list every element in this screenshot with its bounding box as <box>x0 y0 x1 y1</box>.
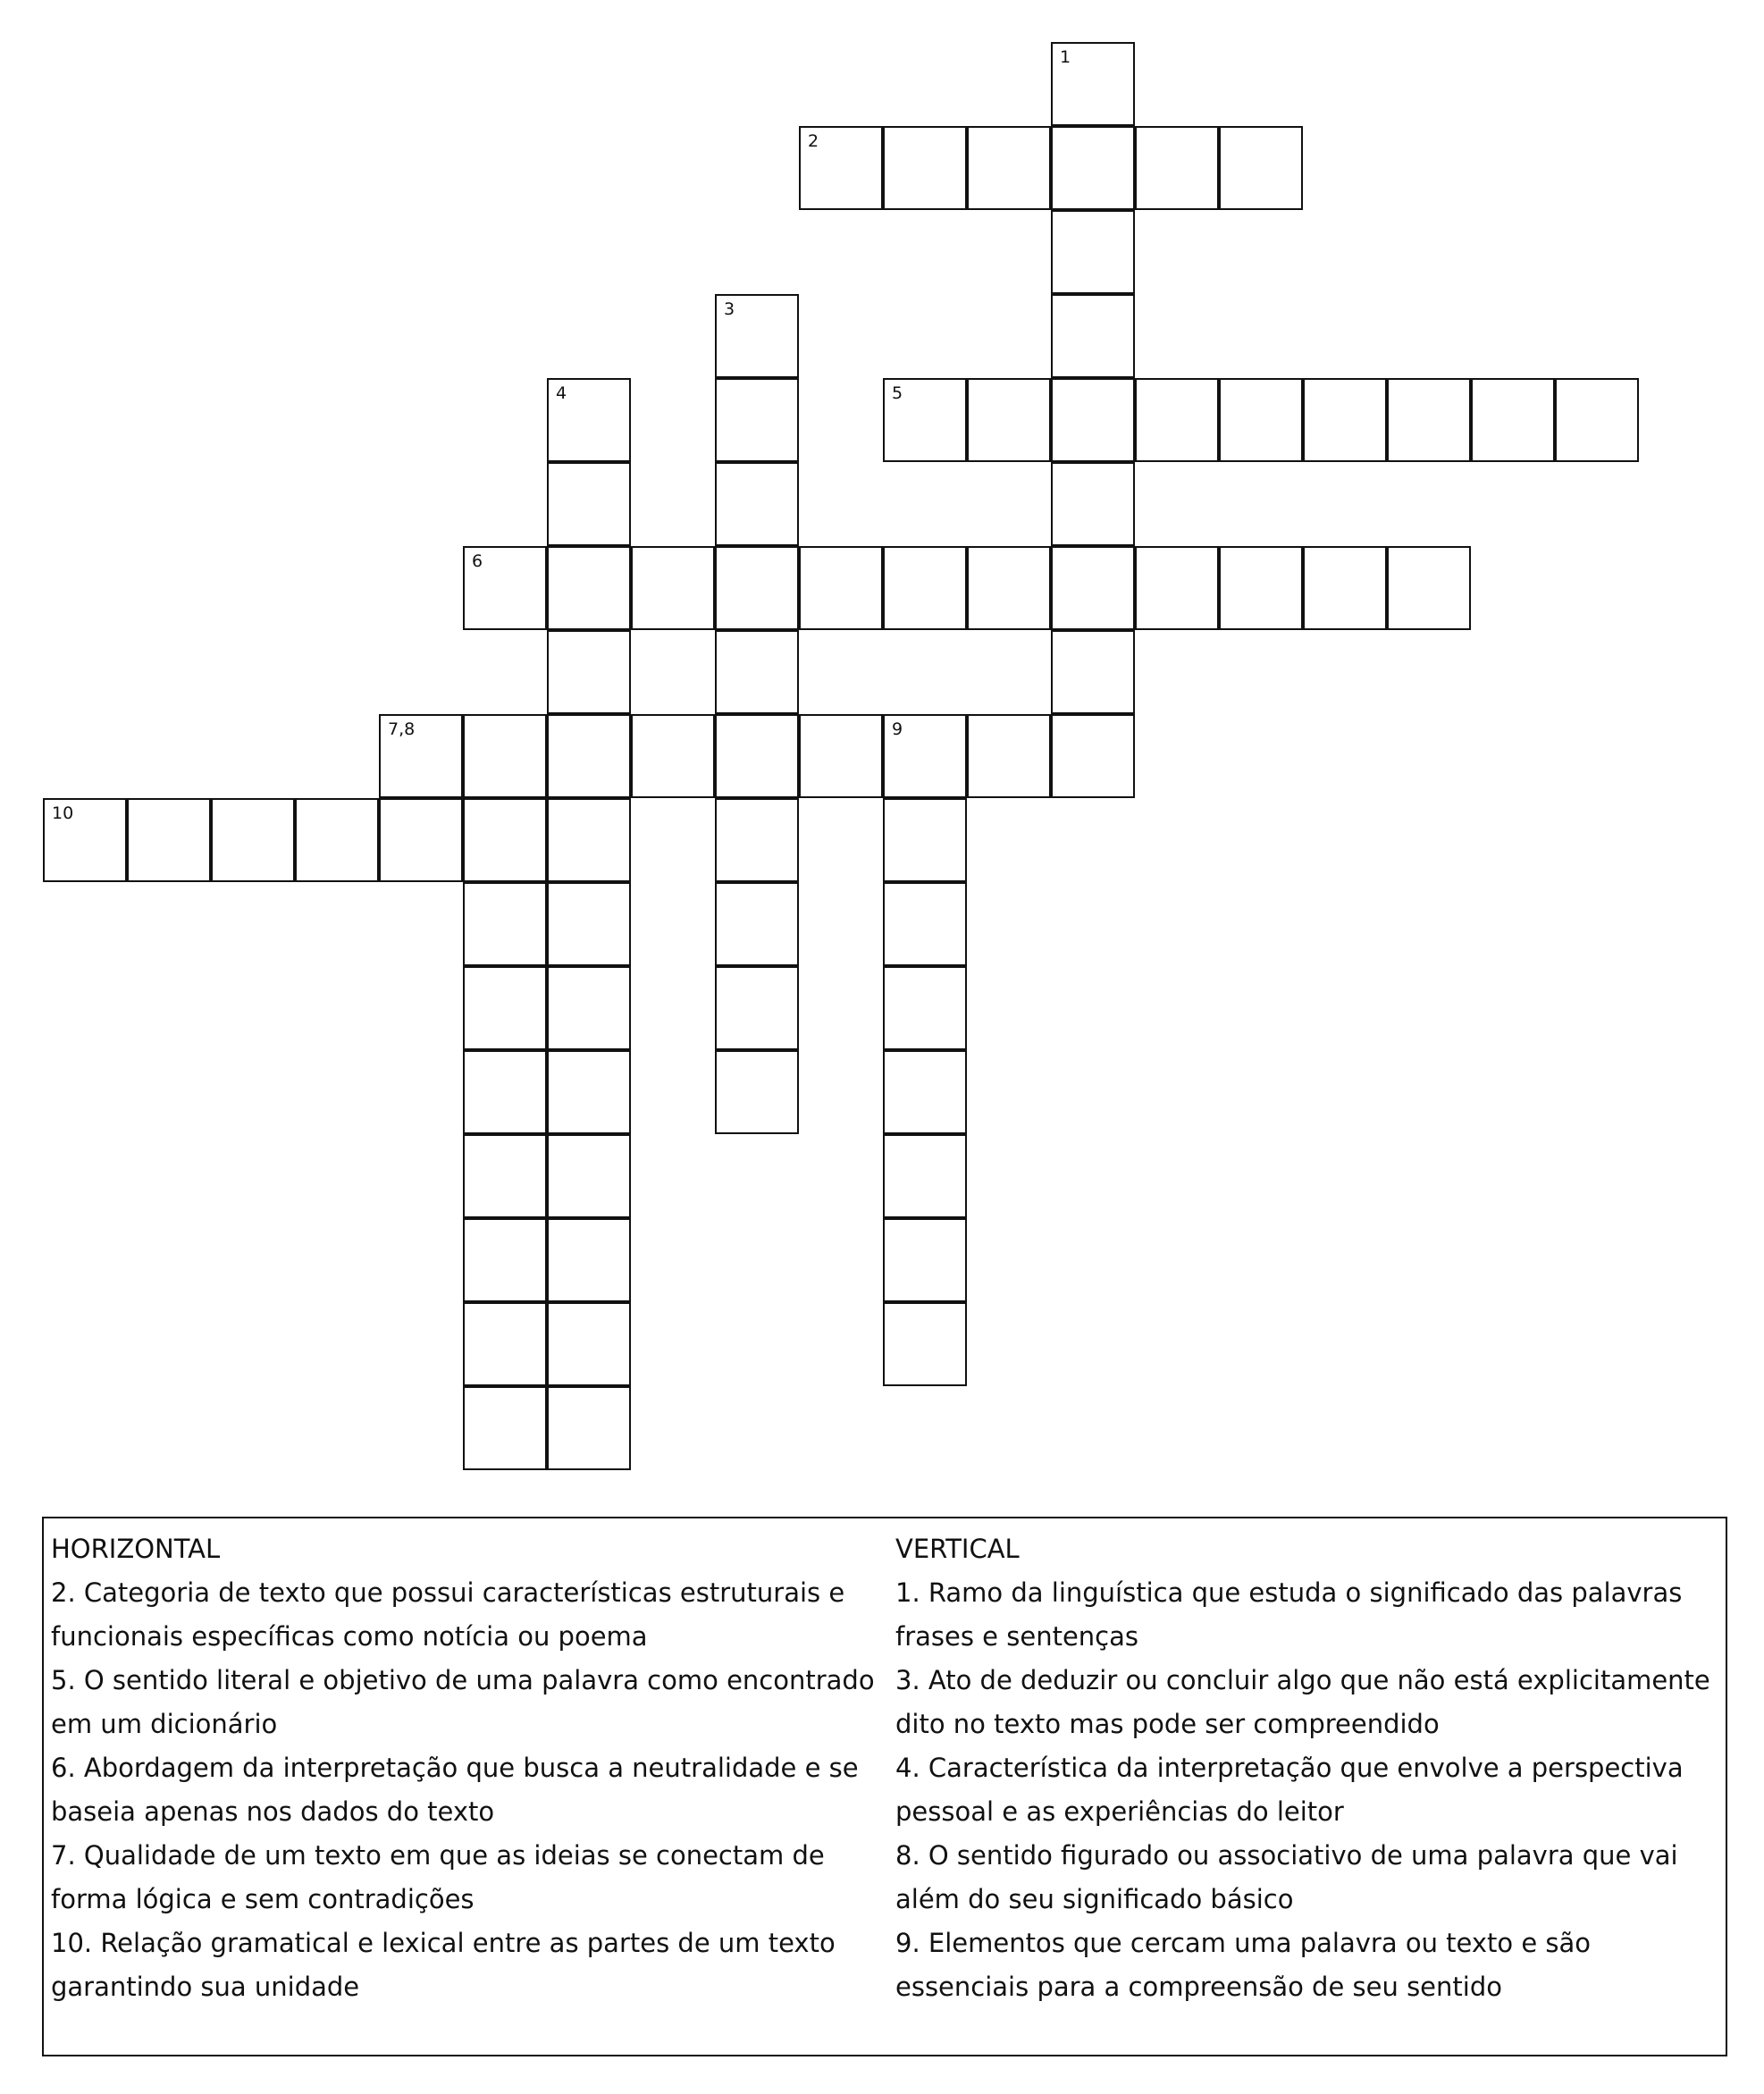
clue-number: 1 <box>1060 47 1071 67</box>
crossword-cell[interactable] <box>547 1302 631 1386</box>
crossword-cell[interactable] <box>883 1302 967 1386</box>
crossword-cell[interactable] <box>1387 378 1471 462</box>
crossword-cell[interactable] <box>967 546 1051 630</box>
crossword-cell[interactable] <box>715 882 799 966</box>
crossword-cell[interactable] <box>1303 378 1387 462</box>
crossword-cell[interactable] <box>883 1218 967 1302</box>
crossword-cell[interactable] <box>1135 126 1219 210</box>
crossword-cell[interactable] <box>1135 378 1219 462</box>
crossword-cell[interactable] <box>127 798 211 882</box>
crossword-cell[interactable] <box>883 966 967 1050</box>
crossword-cell[interactable] <box>463 966 547 1050</box>
crossword-cell[interactable] <box>883 378 967 462</box>
crossword-cell[interactable] <box>547 630 631 714</box>
crossword-cell[interactable] <box>715 462 799 546</box>
clue-vertical-8: 8. O sentido figurado ou associativo de uma palavra que vai além do seu significado básico <box>895 1840 1678 1914</box>
clue-number: 6 <box>472 551 483 571</box>
crossword-cell[interactable] <box>1051 630 1135 714</box>
crossword-cell[interactable] <box>1303 546 1387 630</box>
crossword-cell[interactable] <box>463 1302 547 1386</box>
crossword-cell[interactable] <box>883 714 967 798</box>
crossword-cell[interactable] <box>883 882 967 966</box>
crossword-cell[interactable] <box>1471 378 1555 462</box>
clue-vertical-9: 9. Elementos que cercam uma palavra ou texto e são essenciais para a compreensão de seu sentido <box>895 1928 1592 2002</box>
crossword-cell[interactable] <box>883 126 967 210</box>
crossword-cell[interactable] <box>547 1134 631 1218</box>
clue-horizontal-5: 5. O sentido literal e objetivo de uma palavra como encontrado em um dicionário <box>51 1665 875 1739</box>
horizontal-heading: HORIZONTAL <box>51 1534 221 1564</box>
crossword-cell[interactable] <box>715 798 799 882</box>
crossword-cell[interactable] <box>715 966 799 1050</box>
crossword-cell[interactable] <box>967 378 1051 462</box>
crossword-cell[interactable] <box>883 1134 967 1218</box>
crossword-cell[interactable] <box>1135 546 1219 630</box>
clue-number: 2 <box>808 131 819 151</box>
crossword-cell[interactable] <box>883 1050 967 1134</box>
crossword-cell[interactable] <box>1051 462 1135 546</box>
crossword-cell[interactable] <box>1219 378 1303 462</box>
vertical-heading: VERTICAL <box>895 1534 1020 1564</box>
clue-horizontal-7: 7. Qualidade de um texto em que as ideias se conectam de forma lógica e sem contradições <box>51 1840 825 1914</box>
crossword-cell[interactable] <box>463 714 547 798</box>
crossword-cell[interactable] <box>547 1050 631 1134</box>
clue-horizontal-6: 6. Abordagem da interpretação que busca a neutralidade e se baseia apenas nos dados do texto <box>51 1753 859 1827</box>
crossword-cell[interactable] <box>547 798 631 882</box>
clue-number: 5 <box>892 383 903 403</box>
clues-box <box>42 1517 1727 2056</box>
crossword-cell[interactable] <box>463 1050 547 1134</box>
crossword-cell[interactable] <box>715 630 799 714</box>
crossword-cell[interactable] <box>379 798 463 882</box>
crossword-cell[interactable] <box>1051 546 1135 630</box>
crossword-cell[interactable] <box>1219 546 1303 630</box>
crossword-cell[interactable] <box>1219 126 1303 210</box>
clue-vertical-3: 3. Ato de deduzir ou concluir algo que não está explicitamente dito no texto mas pode ser compreendido <box>895 1665 1710 1739</box>
crossword-cell[interactable] <box>547 378 631 462</box>
crossword-cell[interactable] <box>799 546 883 630</box>
crossword-cell[interactable] <box>547 462 631 546</box>
crossword-cell[interactable] <box>1387 546 1471 630</box>
crossword-cell[interactable] <box>715 546 799 630</box>
crossword-cell[interactable] <box>967 714 1051 798</box>
crossword-cell[interactable] <box>379 714 463 798</box>
crossword-cell[interactable] <box>1051 714 1135 798</box>
crossword-cell[interactable] <box>1051 294 1135 378</box>
clue-vertical-4: 4. Característica da interpretação que envolve a perspectiva pessoal e as experiências do leitor <box>895 1753 1684 1827</box>
crossword-cell[interactable] <box>295 798 379 882</box>
crossword-cell[interactable] <box>631 714 715 798</box>
clue-vertical-1: 1. Ramo da linguística que estuda o significado das palavras frases e sentenças <box>895 1577 1683 1652</box>
crossword-cell[interactable] <box>715 1050 799 1134</box>
crossword-cell[interactable] <box>715 378 799 462</box>
clue-number: 7,8 <box>388 719 416 739</box>
crossword-cell[interactable] <box>463 1134 547 1218</box>
clue-number: 10 <box>52 803 74 823</box>
crossword-cell[interactable] <box>547 714 631 798</box>
clue-number: 9 <box>892 719 903 739</box>
crossword-cell[interactable] <box>631 546 715 630</box>
crossword-cell[interactable] <box>547 1386 631 1470</box>
crossword-cell[interactable] <box>211 798 295 882</box>
clue-number: 3 <box>724 299 735 319</box>
crossword-cell[interactable] <box>1555 378 1639 462</box>
crossword-cell[interactable] <box>463 1386 547 1470</box>
clue-horizontal-2: 2. Categoria de texto que possui características estruturais e funcionais específicas como notícia ou poema <box>51 1577 845 1652</box>
crossword-cell[interactable] <box>883 546 967 630</box>
crossword-cell[interactable] <box>547 1218 631 1302</box>
crossword-cell[interactable] <box>43 798 127 882</box>
crossword-cell[interactable] <box>1051 42 1135 126</box>
crossword-cell[interactable] <box>1051 378 1135 462</box>
crossword-cell[interactable] <box>967 126 1051 210</box>
crossword-cell[interactable] <box>463 798 547 882</box>
crossword-cell[interactable] <box>547 966 631 1050</box>
crossword-cell[interactable] <box>799 126 883 210</box>
crossword-cell[interactable] <box>883 798 967 882</box>
crossword-cell[interactable] <box>799 714 883 798</box>
horizontal-clues <box>51 1527 882 2009</box>
clue-number: 4 <box>556 383 567 403</box>
crossword-cell[interactable] <box>463 1218 547 1302</box>
crossword-cell[interactable] <box>1051 126 1135 210</box>
vertical-clues <box>895 1527 1726 2009</box>
clue-horizontal-10: 10. Relação gramatical e lexical entre as partes de um texto garantindo sua unidade <box>51 1928 836 2002</box>
crossword-cell[interactable] <box>1051 210 1135 294</box>
crossword-cell[interactable] <box>715 714 799 798</box>
crossword-cell[interactable] <box>463 882 547 966</box>
crossword-cell[interactable] <box>547 546 631 630</box>
crossword-cell[interactable] <box>463 546 547 630</box>
crossword-cell[interactable] <box>715 294 799 378</box>
crossword-cell[interactable] <box>547 882 631 966</box>
